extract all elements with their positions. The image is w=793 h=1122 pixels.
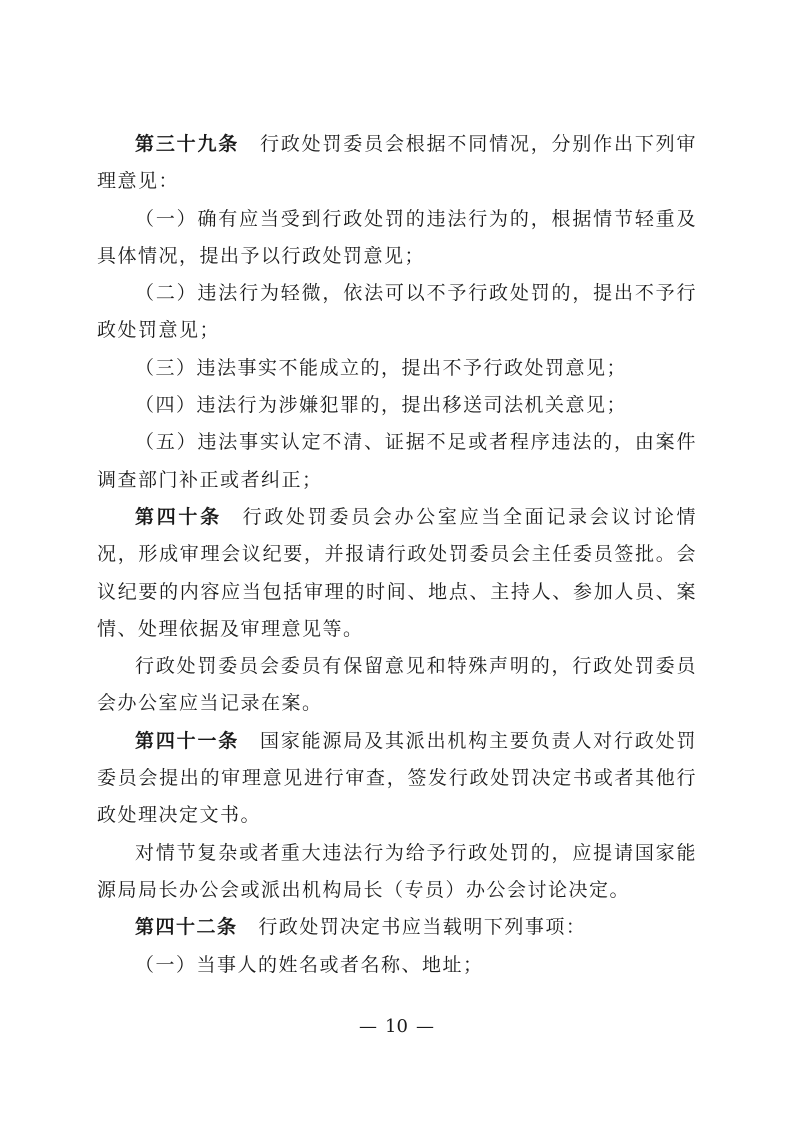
article-41 <box>97 723 697 835</box>
article-42-text: 行政处罚决定书应当载明下列事项： <box>258 916 587 939</box>
article-41-extra: 对情节复杂或者重大违法行为给予行政处罚的，应提请国家能源局局长办公会或派出机构局长（专员）办公会讨论决定。 <box>97 841 697 901</box>
article-39 <box>97 126 697 201</box>
article-40-extra: 行政处罚委员会委员有保留意见和特殊声明的，行政处罚委员会办公室应当记录在案。 <box>97 655 697 715</box>
article-39-item-5: （五）违法事实认定不清、证据不足或者程序违法的，由案件调查部门补正或者纠正； <box>97 431 697 491</box>
article-39-item-3: （三）违法事实不能成立的，提出不予行政处罚意见； <box>135 356 628 379</box>
article-41-title: 第四十一条 <box>135 729 240 752</box>
footer-dash-left: — <box>359 1016 378 1037</box>
article-42 <box>97 909 697 946</box>
page-number: 10 <box>385 1016 408 1037</box>
article-39-item-1: （一）确有应当受到行政处罚的违法行为的，根据情节轻重及具体情况，提出予以行政处罚意见； <box>97 207 697 267</box>
page-footer <box>0 1016 793 1037</box>
article-42-title: 第四十二条 <box>135 916 238 939</box>
article-39-text: 行政处罚委员会根据不同情况，分别作出下列审理意见： <box>97 133 697 193</box>
article-40-title: 第四十条 <box>135 505 222 528</box>
article-42-item-1: （一）当事人的姓名或者名称、地址； <box>135 953 484 976</box>
article-39-title: 第三十九条 <box>135 133 240 155</box>
article-40 <box>97 499 697 648</box>
article-41-text: 国家能源局及其派出机构主要负责人对行政处罚委员会提出的审理意见进行审查，签发行政处罚决定书或者其他行政处理决定文书。 <box>97 729 697 827</box>
article-39-item-2: （二）违法行为轻微，依法可以不予行政处罚的，提出不予行政处罚意见； <box>97 282 697 342</box>
article-40-text: 行政处罚委员会办公室应当全面记录会议讨论情况，形成审理会议纪要，并报请行政处罚委员会主任委员签批。会议纪要的内容应当包括审理的时间、地点、主持人、参加人员、案情、处理依据及审理意见等。 <box>97 505 697 640</box>
footer-dash-right: — <box>415 1016 434 1037</box>
article-39-item-4: （四）违法行为涉嫌犯罪的，提出移送司法机关意见； <box>135 394 628 417</box>
document-body <box>97 126 697 984</box>
